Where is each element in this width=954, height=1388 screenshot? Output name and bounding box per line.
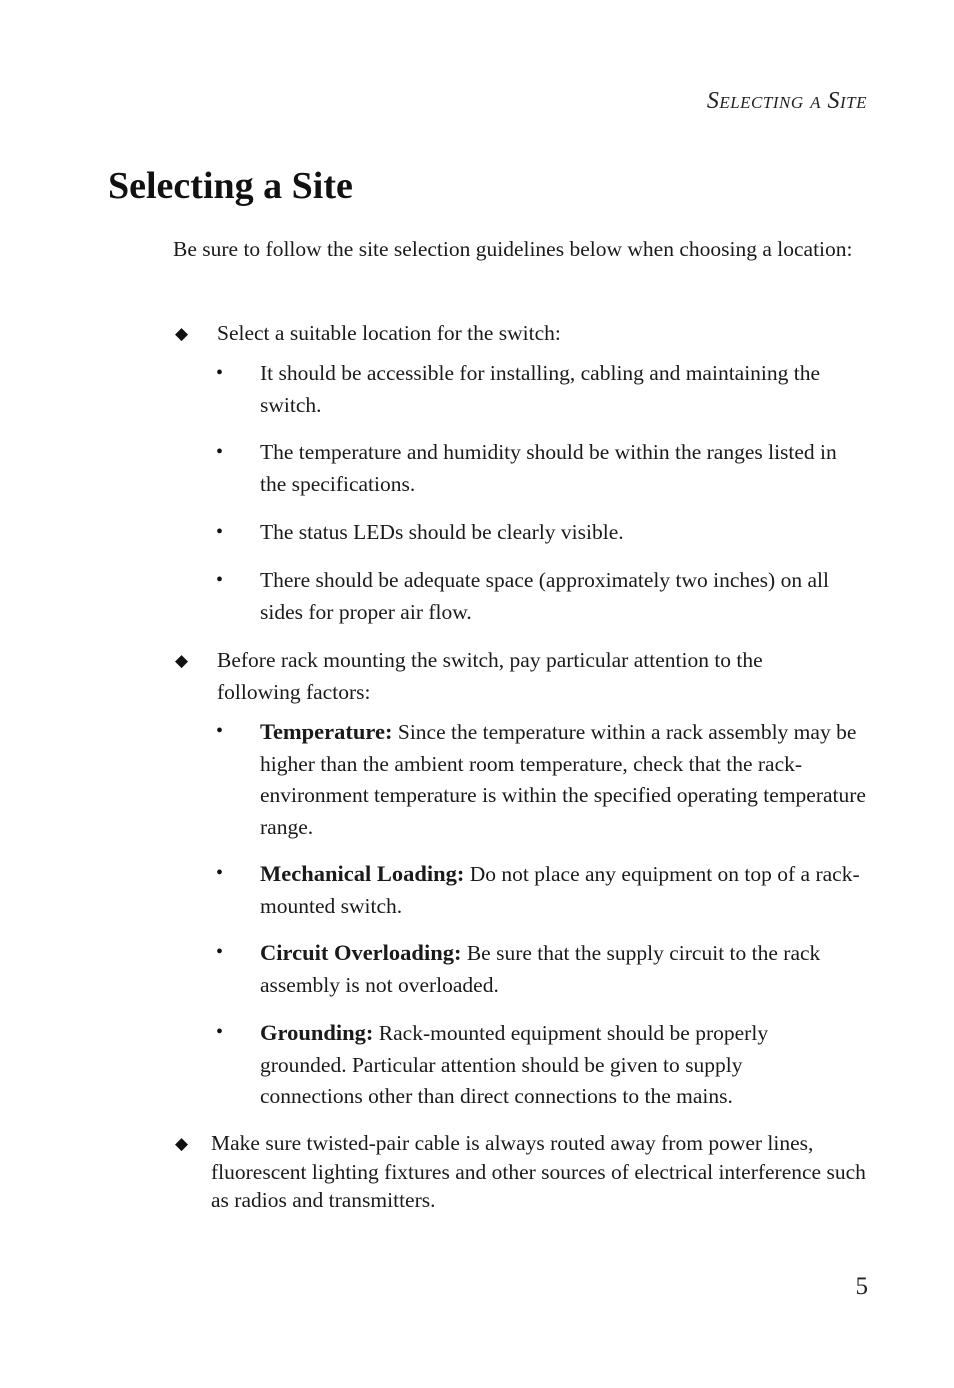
section-3-text: Make sure twisted-pair cable is always routed away from power lines, fluorescent lighting fixtures and other sources of electrical interference such as radios and transmitters.: [211, 1131, 866, 1212]
term-label: Grounding:: [260, 1020, 374, 1045]
term-description: Be sure that the supply circuit to the rack assembly is not overloaded.: [260, 941, 821, 997]
list-item-mechanical-loading: [260, 858, 868, 922]
bullet-icon: •: [216, 720, 224, 742]
list-item: There should be adequate space (approximately two inches) on all sides for proper air flow.: [260, 568, 829, 624]
page-number: 5: [855, 1273, 868, 1300]
running-header: Selecting a Site: [706, 88, 867, 114]
term-description: Do not place any equipment on top of a rack-mounted switch.: [260, 862, 860, 918]
section-1-text: Select a suitable location for the switch:: [217, 321, 561, 345]
term-description: Since the temperature within a rack assembly may be higher than the ambient room temperature, check that the rack-environment temperature is within the specified operating temperature range.: [260, 720, 866, 839]
term-label: Mechanical Loading:: [260, 861, 465, 886]
bullet-icon: •: [216, 1021, 224, 1043]
bullet-icon: •: [216, 362, 224, 384]
list-item-circuit-overloading: [260, 937, 868, 1001]
section-2-text: Before rack mounting the switch, pay particular attention to the following factors:: [217, 648, 763, 704]
list-item: The temperature and humidity should be within the ranges listed in the specifications.: [260, 440, 837, 496]
list-item: The status LEDs should be clearly visible.: [260, 520, 624, 544]
bullet-icon: •: [216, 441, 224, 463]
list-item-grounding: [260, 1017, 840, 1113]
bullet-icon: •: [216, 521, 224, 543]
bullet-icon: •: [216, 941, 224, 963]
intro-paragraph: Be sure to follow the site selection guidelines below when choosing a location:: [173, 237, 853, 261]
term-description: Rack-mounted equipment should be properly grounded. Particular attention should be given to supply connections other than direct connections to the mains.: [260, 1021, 769, 1108]
term-label: Temperature:: [260, 719, 393, 744]
page-title: Selecting a Site: [108, 165, 353, 207]
term-label: Circuit Overloading:: [260, 940, 462, 965]
bullet-icon: •: [216, 862, 224, 884]
bullet-icon: •: [216, 569, 224, 591]
diamond-bullet-icon: ◆: [175, 651, 189, 670]
diamond-bullet-icon: ◆: [175, 1134, 189, 1153]
diamond-bullet-icon: ◆: [175, 324, 189, 343]
list-item: It should be accessible for installing, cabling and maintaining the switch.: [260, 361, 821, 417]
list-item-temperature: [260, 716, 868, 843]
